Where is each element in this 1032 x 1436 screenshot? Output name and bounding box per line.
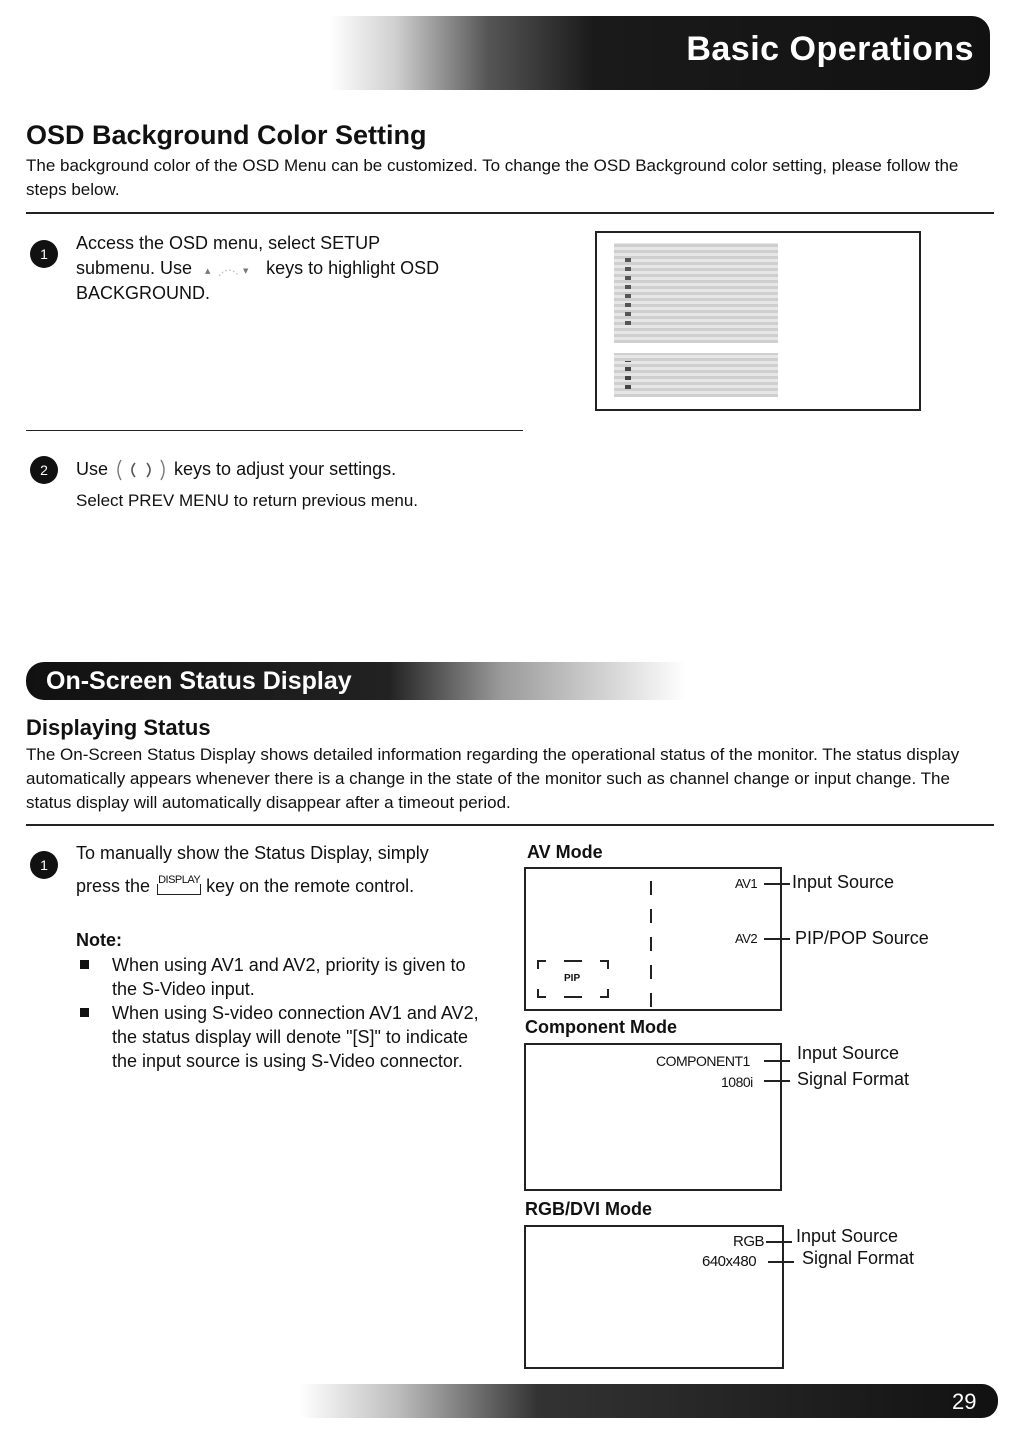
status-section-banner-title: On-Screen Status Display [46, 667, 352, 695]
osd-step-1-line-2 [76, 256, 546, 281]
header-title: Basic Operations [686, 30, 974, 68]
callout-line [768, 1261, 794, 1263]
note-bullet-2: When using S-video connection AV1 and AV2, the status display will denote "[S]" to indicate the input source is using S-Video connector. [112, 1003, 479, 1071]
callout-line [766, 1241, 792, 1243]
osd-step-1-line-2a: submenu. Use [76, 258, 193, 278]
up-down-keys-icon [197, 260, 261, 278]
osd-section-title: OSD Background Color Setting [26, 120, 427, 150]
status-step-1-line-2 [76, 874, 496, 900]
osd-step-1-text [76, 231, 546, 306]
osd-step-1-line-1: Access the OSD menu, select SETUP [76, 233, 381, 253]
display-key-label: DISPLAY [158, 874, 201, 887]
divider [26, 824, 994, 826]
osd-step-2-line-1a: Use [76, 459, 109, 479]
status-step-1-line-2b: key on the remote control. [206, 876, 415, 896]
pip-divider [650, 873, 652, 1007]
callout-line [764, 883, 790, 885]
rgb-mode-label-2: 640x480 [702, 1253, 757, 1270]
pip-label: PIP [564, 973, 581, 984]
pip-window [536, 959, 610, 999]
step-1-badge: 1 [30, 240, 58, 268]
osd-step-1-line-2b: keys to highlight OSD [266, 258, 440, 278]
step-2-badge: 2 [30, 456, 58, 484]
left-right-keys-icon [113, 458, 169, 482]
note-title: Note: [76, 930, 122, 950]
rgb-mode-title: RGB/DVI Mode [525, 1199, 653, 1219]
svg-text:▲: ▲ [205, 267, 211, 276]
page-number: 29 [952, 1389, 977, 1414]
av-mode-callout-2: PIP/POP Source [795, 928, 929, 948]
rgb-mode-callout-2: Signal Format [802, 1248, 915, 1268]
callout-line [764, 1080, 790, 1082]
osd-menu-lower-icons [625, 361, 631, 389]
rgb-mode-callout-1: Input Source [796, 1226, 899, 1246]
status-step-1-line-1: To manually show the Status Display, simply [76, 843, 429, 863]
osd-menu-upper-panel [614, 243, 778, 343]
osd-step-2-line-1 [76, 457, 546, 482]
av-mode-label-2: AV2 [735, 931, 758, 946]
osd-menu-lower-panel [614, 353, 778, 397]
bullet-icon [80, 960, 89, 969]
status-intro: The On-Screen Status Display shows detailed information regarding the operational status of the monitor. The status display automatically appears whenever there is a change in the state of the monitor such as channel change or input change. The status display will automatically disappear after a timeout period. [26, 745, 960, 812]
av-mode-title: AV Mode [527, 842, 603, 862]
callout-line [764, 938, 790, 940]
component-mode-callout-1: Input Source [797, 1043, 900, 1063]
divider [26, 212, 994, 214]
status-step-1-text [76, 841, 496, 900]
component-mode-callout-2: Signal Format [797, 1069, 910, 1089]
osd-step-2-line-2: Select PREV MENU to return previous menu. [76, 491, 419, 511]
display-key-icon [155, 870, 201, 896]
av-mode-label-1: AV1 [735, 876, 758, 891]
rgb-mode-label-1: RGB [733, 1233, 765, 1250]
footer-banner [300, 1384, 998, 1418]
osd-intro: The background color of the OSD Menu can be customized. To change the OSD Background color setting, please follow the steps below. [26, 156, 959, 199]
note-bullet-1: When using AV1 and AV2, priority is given to the S-Video input. [112, 955, 466, 999]
divider [26, 430, 523, 431]
key-outline [157, 884, 201, 895]
component-mode-label-2: 1080i [721, 1074, 753, 1090]
bullet-icon [80, 1008, 89, 1017]
status-step-1-badge: 1 [30, 851, 58, 879]
status-step-1-line-2a: press the [76, 876, 151, 896]
osd-step-1-line-3: BACKGROUND. [76, 283, 211, 303]
callout-line [764, 1060, 790, 1062]
osd-menu-icons [625, 255, 631, 325]
osd-step-2-text [76, 457, 546, 513]
svg-text:▼: ▼ [243, 267, 249, 276]
av-mode-callout-1: Input Source [792, 872, 895, 892]
osd-menu-screenshot [595, 231, 921, 411]
status-subtitle: Displaying Status [26, 715, 211, 740]
osd-step-2-line-1b: keys to adjust your settings. [174, 459, 397, 479]
component-mode-label-1: COMPONENT1 [656, 1053, 750, 1069]
component-mode-title: Component Mode [525, 1017, 677, 1037]
